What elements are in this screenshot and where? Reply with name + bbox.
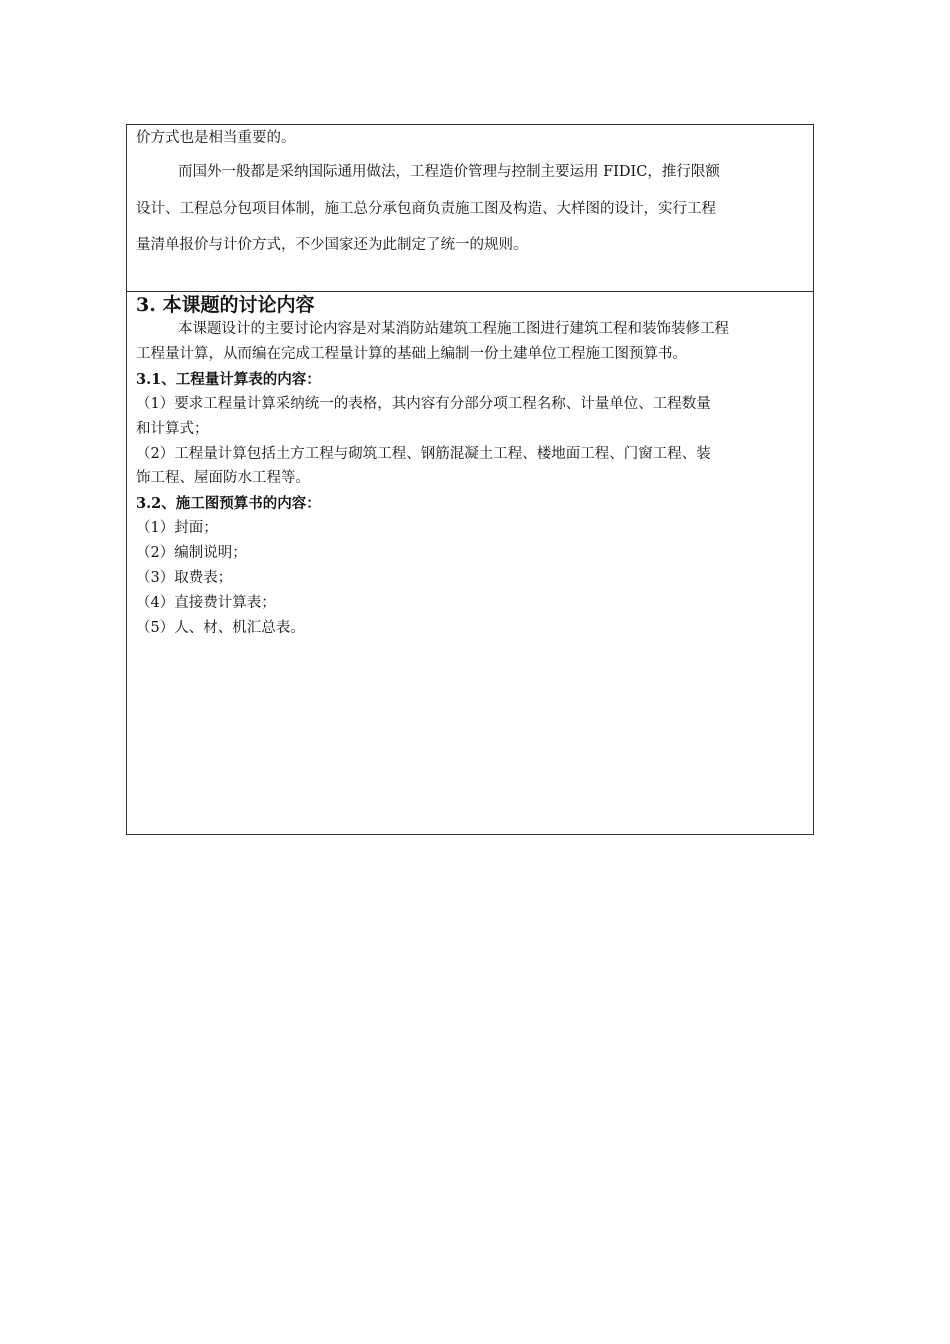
list-line: 饰工程、屋面防水工程等。: [136, 470, 310, 486]
section-heading: 3. 本课题的讨论内容: [136, 294, 315, 316]
paragraph-line: 设计、工程总分包项目体制，施工总分承包商负责施工图及构造、大样图的设计，实行工程: [136, 201, 716, 217]
paragraph-line: 价方式也是相当重要的。: [136, 130, 296, 146]
intro-line: 工程量计算，从而编在完成工程量计算的基础上编制一份土建单位工程施工图预算书。: [136, 346, 687, 362]
subsection-title: 3.1、工程量计算表的内容：: [136, 371, 321, 388]
paragraph-line: 而国外一般都是采纳国际通用做法，工程造价管理与控制主要运用 FIDIC，推行限额: [178, 164, 720, 180]
list-line: 和计算式；: [136, 421, 209, 437]
intro-line: 本课题设计的主要讨论内容是对某消防站建筑工程施工图进行建筑工程和装饰装修工程: [178, 321, 729, 337]
list-item: （3）取费表；: [136, 570, 233, 586]
discussion-cell: [127, 292, 813, 834]
background-cell: [127, 125, 813, 292]
list-line: （1）要求工程量计算采纳统一的表格，其内容有分部分项工程名称、计量单位、工程数量: [136, 396, 711, 412]
list-item: （2）编制说明；: [136, 545, 247, 561]
list-item: （5）人、材、机汇总表。: [136, 620, 305, 636]
paragraph-line: 量清单报价与计价方式，不少国家还为此制定了统一的规则。: [136, 237, 528, 253]
list-line: （2）工程量计算包括土方工程与砌筑工程、钢筋混凝土工程、楼地面工程、门窗工程、装: [136, 446, 711, 462]
list-item: （1）封面；: [136, 520, 218, 536]
list-item: （4）直接费计算表；: [136, 595, 276, 611]
content-table: [126, 124, 814, 835]
subsection-title: 3.2、施工图预算书的内容：: [136, 495, 321, 512]
